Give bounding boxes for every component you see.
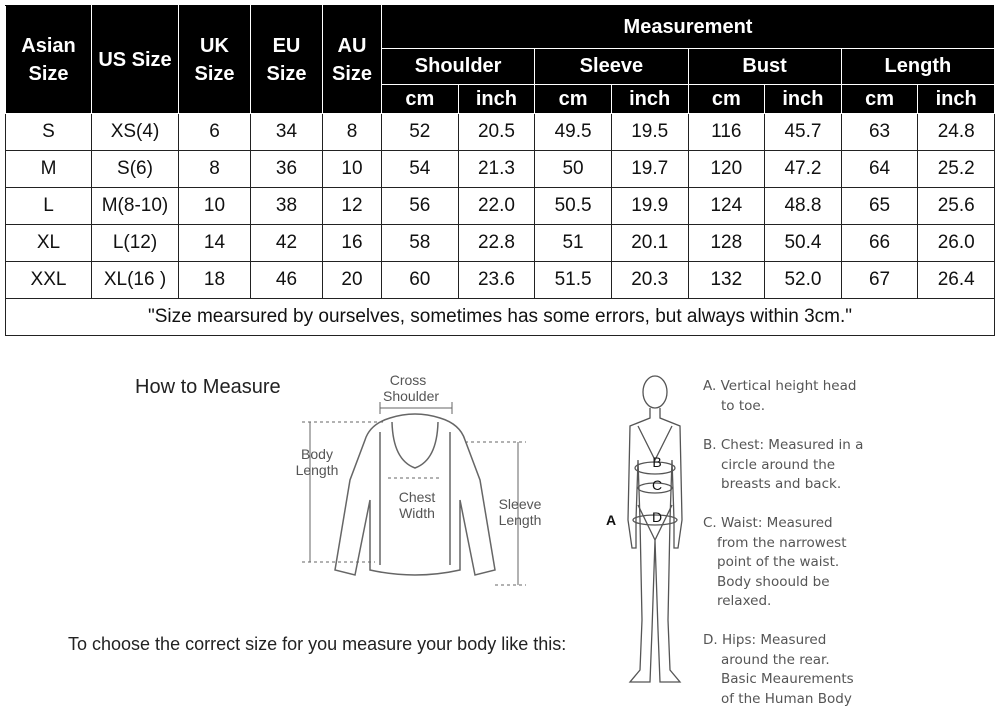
table-cell: 52.0	[765, 262, 842, 299]
table-cell: 54	[382, 151, 459, 188]
header-unit-inch: inch	[611, 85, 688, 114]
table-cell: 20.5	[458, 114, 535, 151]
marker-d: D	[651, 509, 663, 525]
table-cell: 64	[841, 151, 918, 188]
table-cell: 16	[323, 225, 382, 262]
table-cell: 20.3	[611, 262, 688, 299]
table-cell: L	[6, 188, 92, 225]
header-unit-cm: cm	[382, 85, 459, 114]
desc-line: breasts and back.	[721, 476, 842, 492]
table-cell: 60	[382, 262, 459, 299]
header-au-size: AU Size	[323, 6, 382, 114]
table-row	[6, 225, 995, 262]
body-figure	[620, 370, 690, 695]
description-c	[703, 514, 846, 612]
header-asian-size: Asian Size	[6, 6, 92, 114]
table-cell: 26.4	[918, 262, 995, 299]
header-bust: Bust	[688, 49, 841, 85]
desc-line: circle around the	[721, 456, 836, 473]
table-cell: 24.8	[918, 114, 995, 151]
header-uk-size: UK Size	[179, 6, 251, 114]
table-cell: 63	[841, 114, 918, 151]
table-cell: 47.2	[765, 151, 842, 188]
description-b	[703, 436, 863, 495]
desc-line: from the narrowest	[717, 534, 847, 551]
header-unit-inch: inch	[765, 85, 842, 114]
sleeve-length-label: Sleeve Length	[498, 496, 542, 528]
table-cell: M	[6, 151, 92, 188]
table-cell: 10	[179, 188, 251, 225]
table-cell: 49.5	[535, 114, 612, 151]
header-shoulder: Shoulder	[382, 49, 535, 85]
table-cell: 128	[688, 225, 765, 262]
table-row	[6, 262, 995, 299]
desc-line: B. Chest: Measured in a	[703, 437, 864, 453]
marker-b: B	[652, 454, 662, 470]
table-cell: 50	[535, 151, 612, 188]
cross-shoulder-label: Cross Shoulder	[383, 372, 440, 404]
table-cell: 19.7	[611, 151, 688, 188]
table-cell: 19.9	[611, 188, 688, 225]
table-cell: 25.6	[918, 188, 995, 225]
header-eu-size: EU Size	[251, 6, 323, 114]
table-cell: 25.2	[918, 151, 995, 188]
table-cell: XS(4)	[92, 114, 179, 151]
description-d	[703, 631, 854, 709]
table-cell: 34	[251, 114, 323, 151]
chest-width-label: Chest Width	[398, 489, 436, 521]
table-cell: XXL	[6, 262, 92, 299]
desc-line: Body shoould be	[717, 573, 830, 590]
table-cell: 38	[251, 188, 323, 225]
how-to-measure-title: How to Measure	[135, 376, 281, 398]
table-cell: M(8-10)	[92, 188, 179, 225]
table-cell: 66	[841, 225, 918, 262]
table-cell: 120	[688, 151, 765, 188]
table-cell: XL	[6, 225, 92, 262]
table-cell: 14	[179, 225, 251, 262]
header-unit-cm: cm	[688, 85, 765, 114]
table-cell: 8	[323, 114, 382, 151]
table-cell: 23.6	[458, 262, 535, 299]
table-cell: 58	[382, 225, 459, 262]
table-cell: 19.5	[611, 114, 688, 151]
table-cell: 45.7	[765, 114, 842, 151]
desc-line: A. Vertical height head	[703, 378, 857, 394]
table-cell: 46	[251, 262, 323, 299]
header-unit-cm: cm	[535, 85, 612, 114]
header-us-size: US Size	[92, 6, 179, 114]
table-cell: 20.1	[611, 225, 688, 262]
measurement-note: "Size mearsured by ourselves, sometimes has some errors, but always within 3cm."	[6, 299, 995, 336]
table-cell: 116	[688, 114, 765, 151]
marker-a: A	[606, 512, 617, 528]
table-cell: 51	[535, 225, 612, 262]
header-measurement: Measurement	[382, 6, 995, 49]
table-cell: 26.0	[918, 225, 995, 262]
table-row	[6, 151, 995, 188]
table-cell: 65	[841, 188, 918, 225]
table-cell: 8	[179, 151, 251, 188]
header-unit-inch: inch	[918, 85, 995, 114]
table-cell: XL(16 )	[92, 262, 179, 299]
table-cell: 10	[323, 151, 382, 188]
size-chart-table	[5, 5, 995, 336]
desc-line: Basic Meaurements	[721, 671, 854, 687]
table-row	[6, 114, 995, 151]
instruction-text: To choose the correct size for you measure your body like this:	[68, 634, 567, 654]
header-length: Length	[841, 49, 994, 85]
table-row	[6, 188, 995, 225]
table-cell: 52	[382, 114, 459, 151]
table-cell: 67	[841, 262, 918, 299]
table-cell: S(6)	[92, 151, 179, 188]
desc-line: to toe.	[721, 397, 765, 414]
header-unit-inch: inch	[458, 85, 535, 114]
desc-line: D. Hips: Measured	[703, 632, 827, 648]
table-cell: L(12)	[92, 225, 179, 262]
table-cell: 124	[688, 188, 765, 225]
table-cell: 6	[179, 114, 251, 151]
table-cell: 42	[251, 225, 323, 262]
table-cell: 51.5	[535, 262, 612, 299]
header-sleeve: Sleeve	[535, 49, 688, 85]
marker-c: C	[651, 477, 663, 493]
desc-line: C. Waist: Measured	[703, 515, 833, 531]
table-cell: 50.4	[765, 225, 842, 262]
table-cell: 18	[179, 262, 251, 299]
desc-line: of the Human Body	[721, 690, 852, 707]
table-cell: 36	[251, 151, 323, 188]
desc-line: around the rear.	[721, 651, 830, 668]
desc-line: relaxed.	[717, 593, 772, 609]
table-cell: 12	[323, 188, 382, 225]
table-cell: 20	[323, 262, 382, 299]
table-cell: 22.0	[458, 188, 535, 225]
table-cell: 50.5	[535, 188, 612, 225]
header-unit-cm: cm	[841, 85, 918, 114]
description-a	[703, 377, 856, 416]
body-length-label: Body Length	[295, 446, 339, 478]
table-cell: 132	[688, 262, 765, 299]
table-cell: 21.3	[458, 151, 535, 188]
table-cell: S	[6, 114, 92, 151]
table-cell: 48.8	[765, 188, 842, 225]
desc-line: point of the waist.	[717, 554, 840, 570]
table-cell: 22.8	[458, 225, 535, 262]
table-cell: 56	[382, 188, 459, 225]
